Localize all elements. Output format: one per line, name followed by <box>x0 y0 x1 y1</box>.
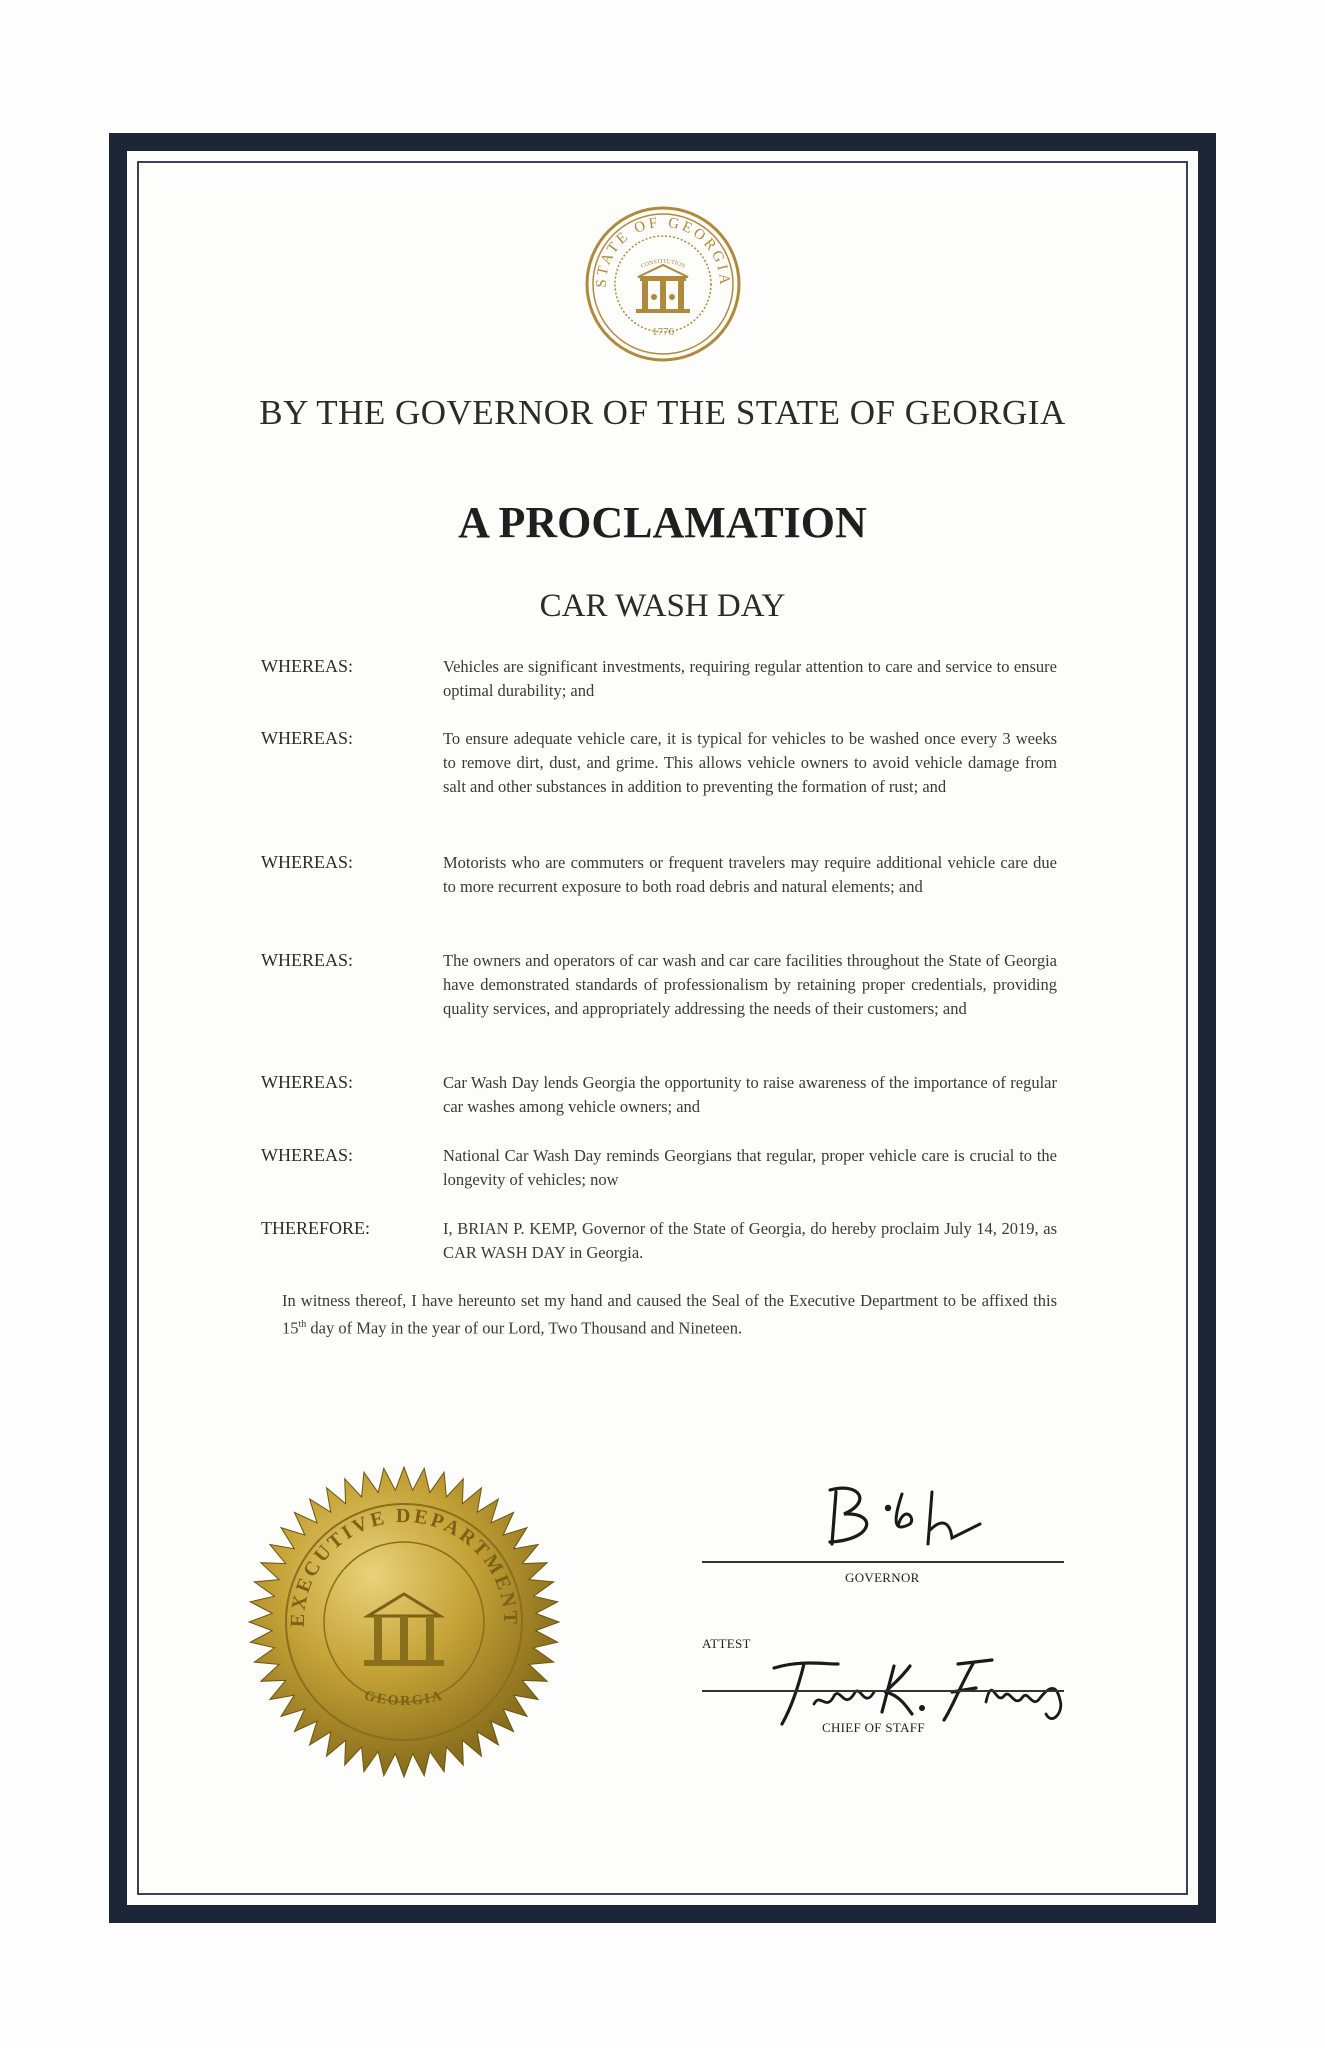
georgia-state-seal-icon <box>584 205 742 363</box>
clause-text: Car Wash Day lends Georgia the opportunity to raise awareness of the importance of regular car washes among vehicle owners; and <box>443 1073 1057 1116</box>
chief-of-staff-label: CHIEF OF STAFF <box>822 1720 925 1735</box>
witness-text-start: In witness thereof, I have hereunto set my hand and caused the Seal of the Executive Department to be affixed this 15 <box>282 1291 1057 1338</box>
gold-seal-bottom-text: GEORGIA <box>362 1688 446 1710</box>
clause-label: WHEREAS: <box>261 1145 353 1165</box>
clause-label: WHEREAS: <box>261 950 353 970</box>
seal-ribbon-text: CONSTITUTION <box>640 258 686 270</box>
attest-label: ATTEST <box>702 1636 751 1651</box>
clause-text: The owners and operators of car wash and car care facilities throughout the State of Georgia have demonstrated standards of professionalism by retaining proper credentials, providing quality services, and appropriately addressing the needs of their customers; and <box>443 951 1057 1018</box>
clause-label: WHEREAS: <box>261 728 353 748</box>
seal-top-text: STATE OF GEORGIA <box>593 214 733 288</box>
witness-paragraph <box>282 1289 1057 1341</box>
governor-label: GOVERNOR <box>845 1570 920 1585</box>
clause-label: WHEREAS: <box>261 1072 353 1092</box>
witness-ordinal: th <box>298 1319 307 1330</box>
executive-department-gold-seal-icon <box>248 1466 561 1779</box>
clause-text: To ensure adequate vehicle care, it is typical for vehicles to be washed once every 3 weeks to remove dirt, dust, and grime. This allows vehicle owners to avoid vehicle damage from salt and other substances in addition to preventing the formation of rust; and <box>443 729 1057 796</box>
governor-heading: BY THE GOVERNOR OF THE STATE OF GEORGIA <box>259 393 1066 432</box>
governor-signature-line <box>702 1561 1064 1563</box>
clause-text: I, BRIAN P. KEMP, Governor of the State of Georgia, do hereby proclaim July 14, 2019, as CAR WASH DAY in Georgia. <box>443 1219 1057 1262</box>
governor-signature-icon <box>800 1478 1030 1558</box>
chief-of-staff-signature-line <box>702 1690 1064 1692</box>
proclamation-title: A PROCLAMATION <box>458 498 867 547</box>
clause-label: THEREFORE: <box>261 1218 371 1238</box>
clause-text: Vehicles are significant investments, requiring regular attention to care and service to ensure optimal durability; and <box>443 657 1057 700</box>
gold-seal-ring-text: EXECUTIVE DEPARTMENT <box>286 1504 522 1628</box>
seal-year: 1776 <box>652 326 674 338</box>
clause-label: WHEREAS: <box>261 852 353 872</box>
clause-text: National Car Wash Day reminds Georgians that regular, proper vehicle care is crucial to the longevity of vehicles; now <box>443 1146 1057 1189</box>
proclamation-subject: CAR WASH DAY <box>539 588 786 624</box>
witness-text-end: day of May in the year of our Lord, Two Thousand and Nineteen. <box>306 1318 743 1338</box>
clause-text: Motorists who are commuters or frequent travelers may require additional vehicle care due to more recurrent exposure to both road debris and natural elements; and <box>443 853 1057 896</box>
clause-label: WHEREAS: <box>261 656 353 676</box>
